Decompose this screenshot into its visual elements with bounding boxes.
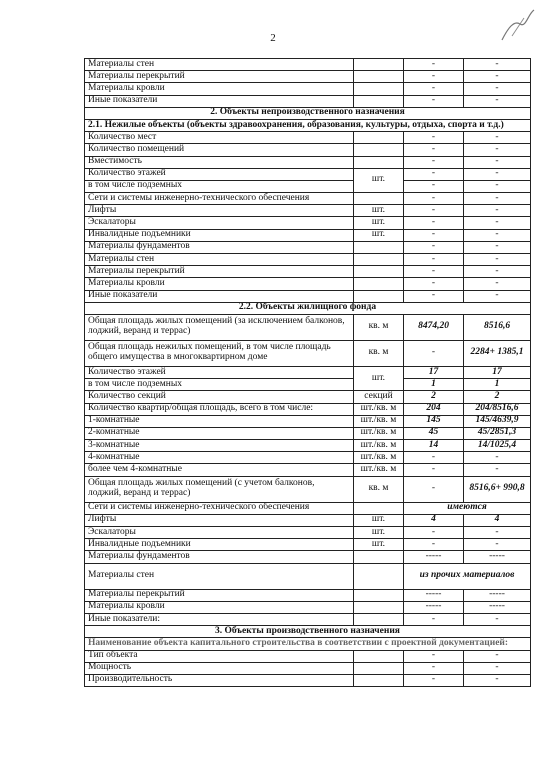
row-value-project: -: [404, 650, 464, 662]
row-label: Инвалидные подъемники: [85, 229, 354, 241]
row-merged-value: имеются: [404, 502, 531, 514]
row-value-actual: -----: [464, 589, 531, 601]
row-value-actual: -: [464, 662, 531, 674]
row-value-project: -: [404, 180, 464, 192]
row-unit: [354, 241, 404, 253]
row-label: 2-комнатные: [85, 427, 354, 439]
row-label: Общая площадь жилых помещений (за исключением балконов, лоджий, веранд и террас): [85, 314, 354, 340]
row-value-actual: -: [464, 59, 531, 71]
row-label: Количество секций: [85, 391, 354, 403]
table-row: [85, 156, 531, 168]
row-label: 1-комнатные: [85, 415, 354, 427]
row-unit: шт.: [354, 539, 404, 551]
table-row: [85, 340, 531, 366]
row-value-actual: -: [464, 290, 531, 302]
table-row: [85, 601, 531, 613]
row-unit: шт./кв. м: [354, 427, 404, 439]
row-label: Количество мест: [85, 132, 354, 144]
table-row: [85, 464, 531, 476]
row-label: Материалы кровли: [85, 601, 354, 613]
table-row: [85, 589, 531, 601]
row-value-project: -: [404, 168, 464, 180]
table-row: [85, 379, 531, 391]
row-value-project: -: [404, 156, 464, 168]
row-label: Материалы стен: [85, 563, 354, 589]
row-value-actual: 2284+ 1385,1: [464, 340, 531, 366]
row-value-project: 145: [404, 415, 464, 427]
section-header-row: [85, 626, 531, 638]
row-value-actual: 145/4639,9: [464, 415, 531, 427]
row-unit: шт.: [354, 366, 404, 390]
table-row: [85, 132, 531, 144]
row-value-project: 2: [404, 391, 464, 403]
row-label: Общая площадь нежилых помещений, в том числе площадь общего имущества в многоквартирном доме: [85, 340, 354, 366]
row-value-project: -: [404, 71, 464, 83]
table-row: [85, 452, 531, 464]
row-value-project: 1: [404, 379, 464, 391]
row-value-actual: -: [464, 464, 531, 476]
row-label: Материалы кровли: [85, 83, 354, 95]
row-value-project: -----: [404, 551, 464, 563]
row-value-project: -: [404, 613, 464, 625]
table-row: [85, 476, 531, 502]
row-label: Материалы перекрытий: [85, 266, 354, 278]
row-value-actual: 45/2851,3: [464, 427, 531, 439]
row-unit: шт.: [354, 205, 404, 217]
subsection-title: Наименование объекта капитального строительства в соответствии с проектной документацией:: [85, 638, 531, 650]
table-row: [85, 241, 531, 253]
subsection-header-row: [85, 638, 531, 650]
row-value-actual: -: [464, 193, 531, 205]
row-value-actual: 17: [464, 366, 531, 378]
row-label: Материалы перекрытий: [85, 71, 354, 83]
row-unit: секций: [354, 391, 404, 403]
table-row: [85, 563, 531, 589]
table-row: [85, 71, 531, 83]
section-title: 2. Объекты непроизводственного назначения: [85, 107, 531, 119]
row-value-project: -: [404, 144, 464, 156]
row-label: Материалы перекрытий: [85, 589, 354, 601]
row-label: Сети и системы инженерно-технического обеспечения: [85, 502, 354, 514]
row-unit: [354, 650, 404, 662]
table-row: [85, 168, 531, 180]
row-label: Материалы фундаментов: [85, 241, 354, 253]
table-row: [85, 539, 531, 551]
table-row: [85, 217, 531, 229]
row-label: в том числе подземных: [85, 379, 354, 391]
row-label: Эскалаторы: [85, 527, 354, 539]
row-value-actual: -: [464, 156, 531, 168]
row-value-actual: -: [464, 241, 531, 253]
row-value-actual: 8516,6: [464, 314, 531, 340]
table-row: [85, 366, 531, 378]
row-value-actual: 204/8516,6: [464, 403, 531, 415]
row-label: Количество этажей: [85, 366, 354, 378]
row-label: Вместимость: [85, 156, 354, 168]
row-value-actual: -: [464, 674, 531, 686]
row-unit: шт./кв. м: [354, 415, 404, 427]
section-title: 3. Объекты производственного назначения: [85, 626, 531, 638]
table-row: [85, 278, 531, 290]
row-unit: [354, 551, 404, 563]
row-label: Инвалидные подъемники: [85, 539, 354, 551]
row-label: 3-комнатные: [85, 440, 354, 452]
row-label: Лифты: [85, 205, 354, 217]
row-value-project: -: [404, 59, 464, 71]
table-row: [85, 415, 531, 427]
row-unit: [354, 601, 404, 613]
row-value-actual: -: [464, 539, 531, 551]
row-value-project: -: [404, 278, 464, 290]
table-row: [85, 427, 531, 439]
row-label: Эскалаторы: [85, 217, 354, 229]
row-label: 4-комнатные: [85, 452, 354, 464]
row-value-project: -: [404, 662, 464, 674]
row-unit: кв. м: [354, 476, 404, 502]
row-value-actual: -: [464, 266, 531, 278]
row-label: более чем 4-комнатные: [85, 464, 354, 476]
row-value-project: -: [404, 340, 464, 366]
row-value-project: -: [404, 132, 464, 144]
indicators-table: [84, 58, 531, 687]
row-value-actual: -: [464, 205, 531, 217]
table-row: [85, 440, 531, 452]
row-label: в том числе подземных: [85, 180, 354, 192]
subsection-header-row: [85, 119, 531, 131]
row-unit: шт.: [354, 527, 404, 539]
row-label: Производительность: [85, 674, 354, 686]
row-value-project: -: [404, 266, 464, 278]
row-merged-value: из прочих материалов: [404, 563, 531, 589]
row-label: Сети и системы инженерно-технического обеспечения: [85, 193, 354, 205]
row-unit: [354, 563, 404, 589]
row-unit: [354, 254, 404, 266]
row-value-actual: 14/1025,4: [464, 440, 531, 452]
row-value-project: -: [404, 241, 464, 253]
table-row: [85, 527, 531, 539]
row-unit: [354, 83, 404, 95]
row-unit: шт.: [354, 514, 404, 526]
row-value-actual: -----: [464, 601, 531, 613]
row-label: Количество этажей: [85, 168, 354, 180]
row-value-actual: 2: [464, 391, 531, 403]
row-value-actual: -: [464, 180, 531, 192]
row-value-project: -: [404, 452, 464, 464]
row-value-project: -: [404, 229, 464, 241]
table-row: [85, 514, 531, 526]
row-value-project: -----: [404, 601, 464, 613]
section-header-row: [85, 302, 531, 314]
table-row: [85, 59, 531, 71]
row-value-actual: 8516,6+ 990,8: [464, 476, 531, 502]
row-value-project: 8474,20: [404, 314, 464, 340]
row-unit: [354, 589, 404, 601]
section-title: 2.2. Объекты жилищного фонда: [85, 302, 531, 314]
row-unit: [354, 95, 404, 107]
row-unit: [354, 662, 404, 674]
table-row: [85, 662, 531, 674]
row-value-project: -: [404, 674, 464, 686]
row-value-actual: 1: [464, 379, 531, 391]
table-row: [85, 180, 531, 192]
table-row: [85, 502, 531, 514]
row-unit: [354, 278, 404, 290]
row-label: Тип объекта: [85, 650, 354, 662]
table-row: [85, 83, 531, 95]
row-label: Иные показатели: [85, 95, 354, 107]
row-value-actual: -: [464, 168, 531, 180]
row-value-actual: -: [464, 132, 531, 144]
row-value-actual: -: [464, 527, 531, 539]
row-unit: [354, 193, 404, 205]
row-label: Количество квартир/общая площадь, всего в том числе:: [85, 403, 354, 415]
row-label: Лифты: [85, 514, 354, 526]
row-unit: шт./кв. м: [354, 440, 404, 452]
row-value-project: -: [404, 254, 464, 266]
row-value-project: -: [404, 527, 464, 539]
table-row: [85, 229, 531, 241]
row-label: Иные показатели: [85, 290, 354, 302]
row-value-project: -: [404, 290, 464, 302]
row-value-project: 4: [404, 514, 464, 526]
row-label: Мощность: [85, 662, 354, 674]
row-unit: [354, 502, 404, 514]
signature-mark: [498, 6, 538, 46]
row-unit: [354, 290, 404, 302]
row-unit: [354, 266, 404, 278]
row-label: Иные показатели:: [85, 613, 354, 625]
row-unit: [354, 132, 404, 144]
row-unit: шт.: [354, 217, 404, 229]
row-value-project: -: [404, 217, 464, 229]
row-label: Материалы кровли: [85, 278, 354, 290]
table-row: [85, 403, 531, 415]
row-unit: шт./кв. м: [354, 403, 404, 415]
row-value-project: -: [404, 205, 464, 217]
row-value-actual: -: [464, 613, 531, 625]
row-unit: шт./кв. м: [354, 464, 404, 476]
row-label: Материалы фундаментов: [85, 551, 354, 563]
subsection-title: 2.1. Нежилые объекты (объекты здравоохранения, образования, культуры, отдыха, спорта и т.д.): [85, 119, 531, 131]
row-unit: шт.: [354, 229, 404, 241]
row-value-project: -: [404, 539, 464, 551]
table-row: [85, 193, 531, 205]
table-row: [85, 650, 531, 662]
table-row: [85, 266, 531, 278]
table-row: [85, 290, 531, 302]
page-number: 2: [270, 32, 276, 44]
row-unit: шт./кв. м: [354, 452, 404, 464]
row-value-actual: -: [464, 229, 531, 241]
table-row: [85, 551, 531, 563]
row-value-actual: -: [464, 95, 531, 107]
row-value-actual: -----: [464, 551, 531, 563]
row-label: Общая площадь жилых помещений (с учетом балконов, лоджий, веранд и террас): [85, 476, 354, 502]
row-value-project: 45: [404, 427, 464, 439]
row-value-actual: -: [464, 83, 531, 95]
row-value-project: -: [404, 95, 464, 107]
row-unit: кв. м: [354, 340, 404, 366]
row-value-project: 17: [404, 366, 464, 378]
row-value-actual: -: [464, 254, 531, 266]
row-value-actual: -: [464, 278, 531, 290]
row-value-project: -: [404, 464, 464, 476]
row-unit: шт.: [354, 168, 404, 192]
section-header-row: [85, 107, 531, 119]
row-unit: [354, 59, 404, 71]
row-unit: кв. м: [354, 314, 404, 340]
table-row: [85, 205, 531, 217]
table-row: [85, 674, 531, 686]
row-value-project: -----: [404, 589, 464, 601]
row-value-project: -: [404, 193, 464, 205]
row-value-actual: -: [464, 650, 531, 662]
row-value-actual: -: [464, 144, 531, 156]
table-row: [85, 314, 531, 340]
row-value-project: -: [404, 476, 464, 502]
table-row: [85, 95, 531, 107]
row-value-actual: 4: [464, 514, 531, 526]
table-row: [85, 254, 531, 266]
row-unit: [354, 144, 404, 156]
row-value-project: -: [404, 83, 464, 95]
table-row: [85, 613, 531, 625]
row-value-actual: -: [464, 452, 531, 464]
row-unit: [354, 613, 404, 625]
row-unit: [354, 674, 404, 686]
table-row: [85, 391, 531, 403]
row-value-actual: -: [464, 71, 531, 83]
row-value-project: 14: [404, 440, 464, 452]
row-label: Количество помещений: [85, 144, 354, 156]
table-row: [85, 144, 531, 156]
row-value-project: 204: [404, 403, 464, 415]
row-label: Материалы стен: [85, 59, 354, 71]
row-label: Материалы стен: [85, 254, 354, 266]
row-unit: [354, 71, 404, 83]
row-value-actual: -: [464, 217, 531, 229]
row-unit: [354, 156, 404, 168]
